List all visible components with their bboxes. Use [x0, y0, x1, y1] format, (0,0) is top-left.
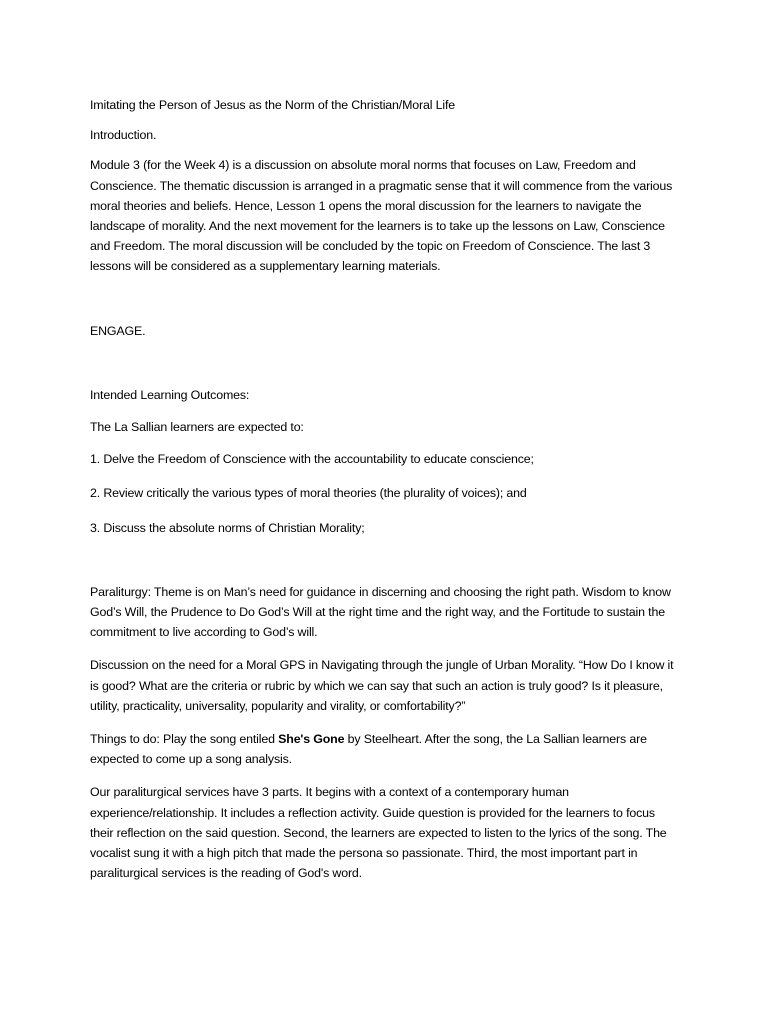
services-paragraph: Our paraliturgical services have 3 parts. It begins with a context of a contemporary human experience/relationship. It includes a reflection activity. Guide question is provided for the learners to focus their reflection on the said question. Second, the learners are expected to listen to the lyrics of the song. The vocalist sung it with a high pitch that made the persona so passionate. Third, the most important part in paraliturgical services is the reading of God's word.: [90, 785, 667, 881]
learning-outcomes-lead: The La Sallian learners are expected to:: [90, 420, 304, 435]
learning-outcomes-heading: Intended Learning Outcomes:: [90, 387, 250, 402]
things-to-do-suffix: by Steelheart. After the song, the La Sallian learners are expected to come up a song analysis.: [90, 732, 647, 767]
introduction-heading: Introduction.: [90, 128, 157, 143]
learning-outcome-item: 1. Delve the Freedom of Conscience with the accountability to educate conscience;: [90, 452, 534, 467]
document-title: Imitating the Person of Jesus as the Norm of the Christian/Moral Life: [90, 98, 455, 112]
engage-heading: ENGAGE.: [90, 323, 146, 338]
discussion-paragraph: Discussion on the need for a Moral GPS in Navigating through the jungle of Urban Morality. “How Do I know it is good? What are the criteria or rubric by which we can say that such an action is truly good? Is it pleasure, utility, practicality, universality, popularity and virality, or comfortability?”: [90, 658, 674, 713]
introduction-body: Module 3 (for the Week 4) is a discussion on absolute moral norms that focuses on Law, Freedom and Conscience. The thematic discussion is arranged in a pragmatic sense that it will commence from the various moral theories and beliefs. Hence, Lesson 1 opens the moral discussion for the learners to navigate the landscape of morality. And the next movement for the learners is to take up the lessons on Law, Conscience and Freedom. The moral discussion will be concluded by the topic on Freedom of Conscience. The last 3 lessons will be considered as a supplementary learning materials.: [90, 158, 673, 274]
learning-outcome-item: 3. Discuss the absolute norms of Christian Morality;: [90, 520, 365, 535]
paraliturgy-paragraph: Paraliturgy: Theme is on Man’s need for guidance in discerning and choosing the right path. Wisdom to know God’s Will, the Prudence to Do God’s Will at the right time and the right way, and the Fortitude to sustain the commitment to live according to God’s will.: [90, 584, 671, 640]
things-to-do-prefix: Things to do: Play the song entiled: [90, 732, 279, 747]
song-title: She's Gone: [278, 732, 345, 747]
learning-outcome-item: 2. Review critically the various types of moral theories (the plurality of voices); and: [90, 486, 527, 501]
things-to-do-paragraph: [90, 729, 680, 769]
